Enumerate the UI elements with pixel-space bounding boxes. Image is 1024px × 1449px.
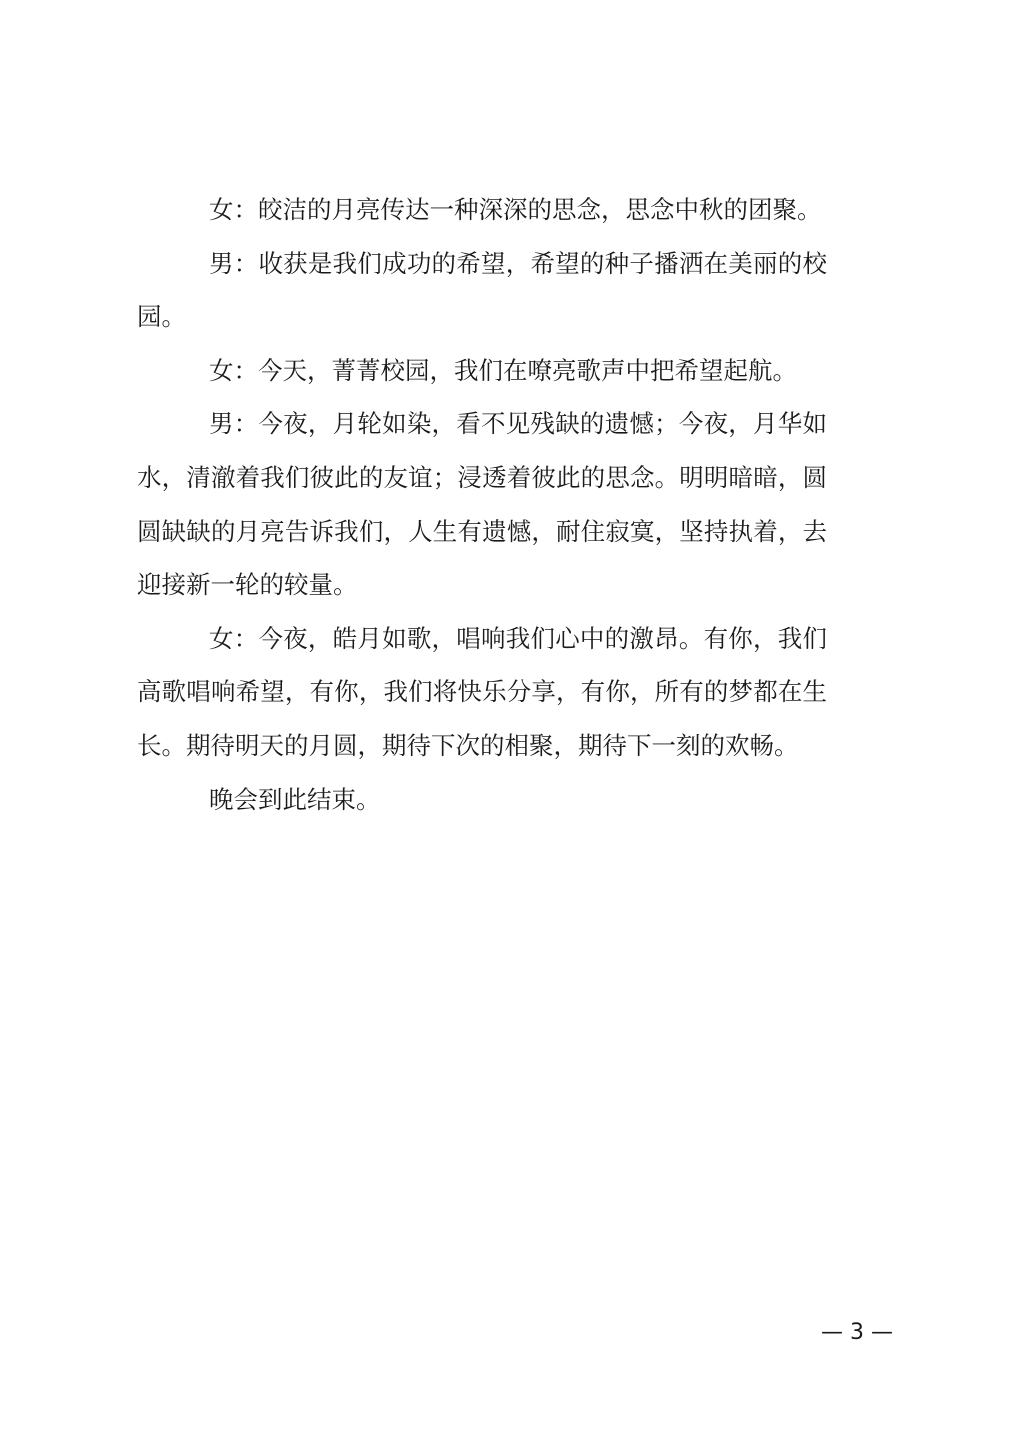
paragraph-male-1: 男：收获是我们成功的希望，希望的种子播洒在美丽的校园。 xyxy=(137,248,827,332)
paragraph-closing: 晚会到此结束。 xyxy=(209,784,381,814)
paragraph-female-1: 女：皎洁的月亮传达一种深深的思念，思念中秋的团聚。 xyxy=(209,195,822,224)
paragraph-male-2: 男：今夜，月轮如染，看不见残缺的遗憾；今夜，月华如水，清澈着我们彼此的友谊；浸透着彼此的思念。明明暗暗，圆圆缺缺的月亮告诉我们，人生有遗憾，耐住寂寞，坚持执着，去迎接新一轮的较量。 xyxy=(137,409,827,600)
document-body xyxy=(137,183,827,826)
paragraph-female-2: 女：今天，菁菁校园，我们在嘹亮歌声中把希望起航。 xyxy=(209,355,797,385)
paragraph-female-3: 女：今夜，皓月如歌，唱响我们心中的激昂。有你，我们高歌唱响希望，有你，我们将快乐分享，有你，所有的梦都在生长。期待明天的月圆，期待下次的相聚，期待下一刻的欢畅。 xyxy=(137,623,827,760)
page-number: — 3 — xyxy=(821,1320,893,1345)
